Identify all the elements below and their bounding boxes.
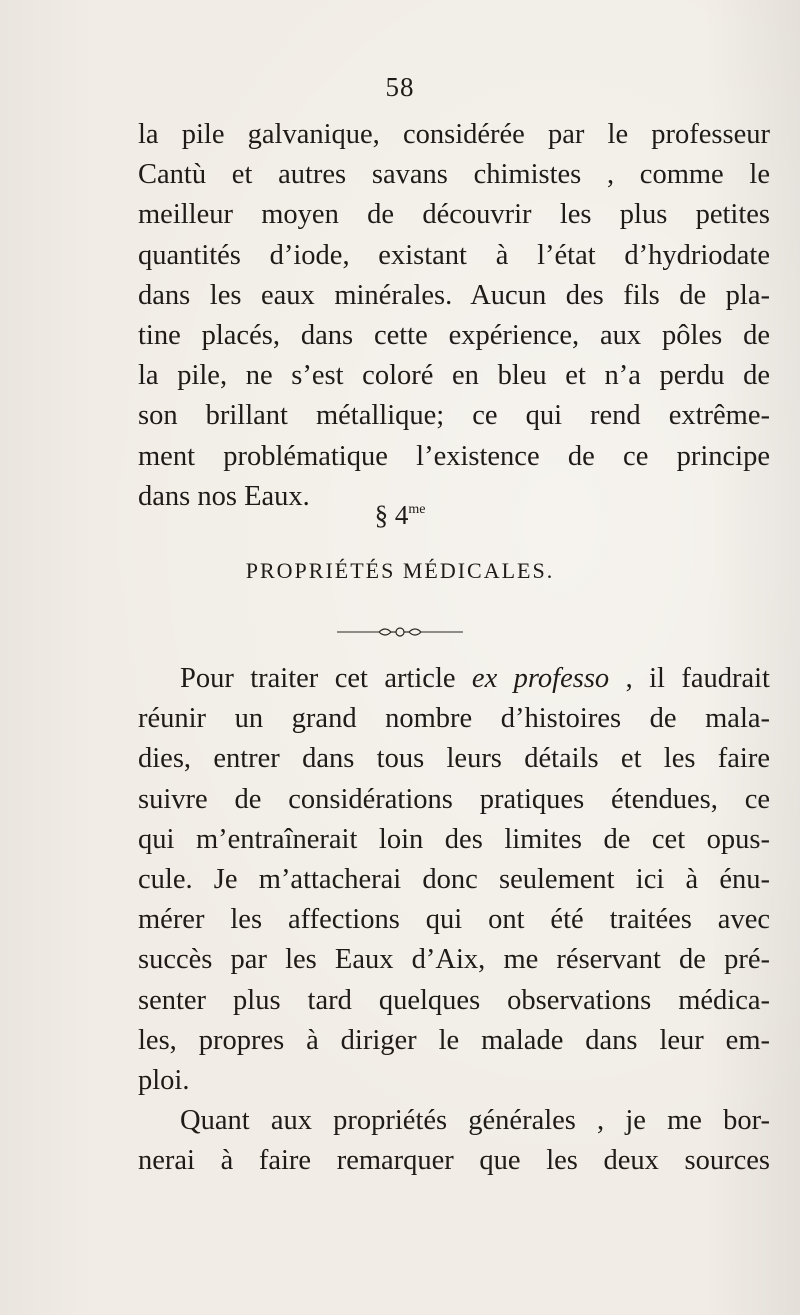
divider-ornament-icon (335, 622, 465, 642)
text-line: quantités d’iode, existant à l’état d’hydriodate (138, 239, 770, 271)
text-line: mérer les affections qui ont été traitées avec (138, 904, 770, 936)
latin-phrase: ex professo (471, 663, 610, 694)
ornamental-divider (0, 622, 800, 642)
paragraph-medical-properties (138, 659, 770, 1182)
text-line: suivre de considérations pratiques étendues, ce (138, 783, 770, 815)
text-line: les, propres à diriger le malade dans leur em- (138, 1024, 770, 1056)
text-line: Pour traiter cet article ex professo , il faudrait (180, 663, 770, 694)
text-line: nerai à faire remarquer que les deux sources (138, 1145, 770, 1177)
section-symbol: § 4 (374, 500, 409, 530)
text-line: tine placés, dans cette expérience, aux pôles de (138, 320, 770, 352)
text-line: ploi. (138, 1065, 190, 1097)
text-line: son brillant métallique; ce qui rend extrême- (138, 400, 770, 432)
page-number: 58 (385, 72, 415, 102)
text-line: ment problématique l’existence de ce principe (138, 440, 770, 472)
text-line: dies, entrer dans tous leurs détails et les faire (138, 743, 770, 775)
text-line: Cantù et autres savans chimistes , comme le (138, 159, 770, 191)
text-line: qui m’entraînerait loin des limites de cet opus- (138, 823, 770, 855)
text-line: cule. Je m’attacherai donc seulement ici à énu- (138, 864, 770, 896)
section-suffix: me (408, 502, 426, 517)
text-line: dans nos Eaux. (138, 480, 310, 512)
text-line: succès par les Eaux d’Aix, me réservant de pré- (138, 944, 770, 976)
text-line: senter plus tard quelques observations médica- (138, 984, 770, 1016)
text-line: la pile galvanique, considérée par le professeur (138, 119, 770, 150)
section-number (0, 500, 800, 531)
text-line: meilleur moyen de découvrir les plus petites (138, 199, 770, 231)
text-line: dans les eaux minérales. Aucun des fils de pla- (138, 279, 770, 311)
section-title: PROPRIÉTÉS MÉDICALES. (245, 558, 555, 583)
text-line: réunir un grand nombre d’histoires de mala- (138, 703, 770, 735)
paragraph-galvanic-pile (138, 115, 770, 517)
text-line: la pile, ne s’est coloré en bleu et n’a perdu de (138, 360, 770, 392)
text-line: Quant aux propriétés générales , je me bor- (180, 1105, 770, 1137)
